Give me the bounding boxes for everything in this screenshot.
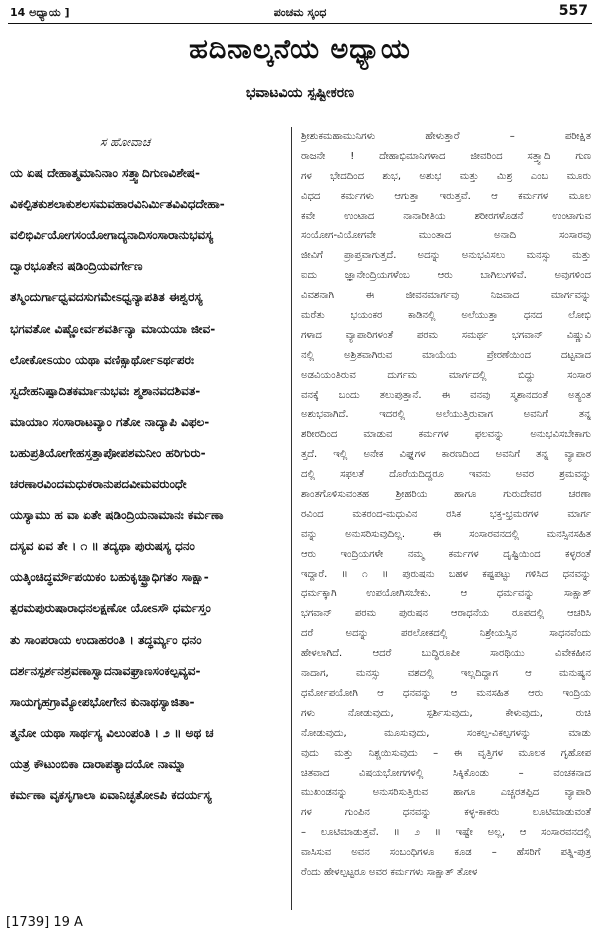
- sanskrit-line: ಯಸ್ಯಾಮು ಹ ವಾ ಏತೇ ಷಡಿಂದ್ರಿಯನಾಮಾನಃ ಕರ್ಮಣಾ: [10, 508, 224, 523]
- translation-line: ಶರೀರದಿಂದ ಮಾಡುವ ಕರ್ಮಗಳ ಫಲವನ್ನು ಅನುಭವಿಸಬೇಕಾಗು: [301, 429, 591, 441]
- sanskrit-line: ಮಾಯಾಂ ಸಂಸಾರಾಟವ್ಯಾಂ ಗತೋ ನಾದ್ಯಾಪಿ ವಿಫಲ-: [10, 414, 210, 429]
- sanskrit-line: ಲೋಕೋಽಯಂ ಯಥಾ ವಣಿಕ್ಸಾರ್ಥೋಽರ್ಥಪರಃ: [10, 352, 194, 367]
- translation-line: ವನ್ನು ಅನುಸರಿಸುವುದಿಲ್ಲ. ಈ ಸಂಸಾರವನದಲ್ಲಿ ಮನಸ್ಸಿನಸಹಿತ: [301, 528, 591, 540]
- translation-line: ವಾಸಿಸುವ ಅವನ ಸಂಬಂಧಿಗಳೂ ಕೂಡ – ಹೆಸರಿಗೆ ಪತ್ನಿ-ಪುತ್ರ: [301, 847, 591, 859]
- running-header-chapter: 14 ಅಧ್ಯಾಯ ]: [10, 6, 70, 19]
- translation-line: ಗಳ ಭೇದದಿಂದ ಶುಭ, ಅಶುಭ ಮತ್ತು ಮಿಶ್ರ ಎಂಬ ಮೂರು: [301, 170, 591, 182]
- translation-line: ವಿವಶನಾಗಿ ಈ ಜೀವನಮಾರ್ಗವು ನಿಜವಾದ ಮಾರ್ಗವನ್ನು: [301, 290, 591, 302]
- translation-line: ಶ್ರೀಶುಕಮಹಾಮುನಿಗಳು ಹೇಳುತ್ತಾರೆ – ಪರೀಕ್ಷಿತ: [301, 131, 591, 142]
- chapter-title: ಹದಿನಾಲ್ಕನೆಯ ಅಧ್ಯಾಯ: [189, 34, 411, 65]
- footer-signature: [1739] 19 A: [6, 915, 83, 930]
- running-header-section: ಪಂಚಮ ಸ್ಕಂಧ: [273, 6, 327, 19]
- translation-line: ರಾಜನೇ ! ದೇಹಾಭಿಮಾನಿಗಳಾದ ಜೀವರಿಂದ ಸತ್ತ್ವಾದಿ ಗುಣ: [301, 150, 591, 162]
- translation-line: ಐದು ಜ್ಞಾನೇಂದ್ರಿಯಗಳೆಂಬ ಆರು ಬಾಗಿಲುಗಳಿವೆ. ಅವುಗಳಿಂದ: [301, 270, 591, 282]
- translation-line: ಅಶುಭವಾಗಿದೆ. ಇದರಲ್ಲಿ ಅಲೆಯುತ್ತಿರುವಾಗ ಅವನಿಗೆ ತನ್ನ: [301, 409, 591, 421]
- sanskrit-line: ಭಗವತೋ ವಿಷ್ಣೋರ್ವಶವರ್ತಿನ್ಯಾ ಮಾಯಯಾ ಜೀವ-: [10, 321, 216, 336]
- sanskrit-line: ತ್ಪರಮಪುರುಷಾರಾಧನಲಕ್ಷಣೋ ಯೋಽಸೌ ಧರ್ಮಸ್ತಂ: [10, 601, 211, 616]
- translation-line: ಆರು ಇಂದ್ರಿಯಗಳೇ ನಮ್ಮ ಕರ್ಮಗಳ ದೃಷ್ಟಿಯಿಂದ ಕಳ್ಳರಂತೆ: [301, 548, 591, 560]
- sanskrit-column: [10, 127, 285, 811]
- column-divider: [291, 127, 292, 910]
- translation-line: ಗಳ ಗುಂಪಿನ ಧನವನ್ನು ಕಳ್ಳ-ಕಾಕರು ಲೂಟಿಮಾಡುವಂತೆ: [301, 807, 591, 819]
- sanskrit-line: ಯತ್ರ ಕೌಟುಂಬಿಕಾ ದಾರಾಪತ್ಯಾದಯೋ ನಾಮ್ನಾ: [10, 756, 186, 771]
- translation-line: ಭಗವಾನ್ ಪರಮ ಪುರುಷನ ಆರಾಧನೆಯ ರೂಪದಲ್ಲಿ ಆಚರಿಸಿ: [301, 608, 591, 620]
- sanskrit-line: ಕರ್ಮಣಾ ವೃಕಸೃಗಾಲಾ ಏವಾನಿಚ್ಛತೋಽಪಿ ಕದರ್ಯಸ್ಯ: [10, 787, 212, 802]
- sanskrit-line: ದರ್ಶನಸ್ಪರ್ಶನಶ್ರವಣಾಸ್ವಾದನಾವಘ್ರಾಣಸಂಕಲ್ಪವ್ಯವ-: [10, 663, 201, 678]
- translation-line: ದರೆ ಅದನ್ನು ಪರಲೋಕದಲ್ಲಿ ನಿಶ್ರೇಯಸ್ಸಿನ ಸಾಧನವೆಂದು: [301, 628, 591, 640]
- sanskrit-line: ದಸ್ಯವ ಏವ ತೇ । ೧ ॥ ತದ್ಯಥಾ ಪುರುಷಸ್ಯ ಧನಂ: [10, 539, 195, 554]
- sanskrit-line: ಬಹುಪ್ರತಿಯೋಗೇಹಸ್ತತ್ತಾಪೋಪಶಮನೀಂ ಹರಿಗುರು-: [10, 445, 206, 460]
- translation-line: ಗಳು ನೋಡುವುದು, ಸ್ಪರ್ಶಿಸುವುದು, ಕೇಳುವುದು, ರುಚಿ: [301, 707, 591, 719]
- sanskrit-line: ದ್ವಾರಭೂತೇನ ಷಡಿಂದ್ರಿಯವರ್ಗೇಣ: [10, 259, 143, 274]
- sanskrit-line: ವಲಿಭಿರ್ವಿಯೋಗಸಂಯೋಗಾದ್ಯನಾದಿಸಂಸಾರಾನುಭವಸ್ಯ: [10, 228, 214, 243]
- header-rule: [8, 23, 592, 24]
- translation-line: ಚಿತವಾದ ವಿಷಯಭೋಗಗಳಲ್ಲಿ ಸಿಕ್ಕಿಕೊಂಡು – ವಂಚಕನಾದ: [301, 767, 591, 779]
- sanskrit-line: ಚರಣಾರವಿಂದಮಧುಕರಾನುಪದವೀಮವರುಂಧೇ: [10, 477, 187, 492]
- translation-line: ವನಕ್ಕೆ ಬಂದು ತಲುಪುತ್ತಾನೆ. ಈ ವನವು ಸ್ಮಶಾನದಂತೆ ಅತ್ಯಂತ: [301, 389, 591, 401]
- sanskrit-line: ಯತ್ಕಿಂಚಿದ್ಧರ್ಮೌಪಯಿಕಂ ಬಹುಕೃಚ್ಛ್ರಾಧಿಗತಂ ಸಾಕ್ಷಾ-: [10, 570, 209, 585]
- translation-line: ಮುಖಂಡನನ್ನು ಅನುಸರಿಸುತ್ತಿರುವ ಹಾಗೂ ಎಚ್ಚರತಪ್ಪಿದ ವ್ಯಾಪಾರಿ: [301, 787, 591, 799]
- sanskrit-line: ತ್ಮನೋ ಯಥಾ ಸಾರ್ಥಸ್ಯ ವಿಲುಂಪಂತಿ । ೨ ॥ ಅಥ ಚ: [10, 725, 214, 740]
- sanskrit-line: ತು ಸಾಂಪರಾಯ ಉದಾಹರಂತಿ । ತದ್ಧರ್ಮ್ಯಂ ಧನಂ: [10, 632, 202, 647]
- sanskrit-line: ಸ್ವದೇಹನಿಷ್ಪಾದಿತಕರ್ಮಾನುಭವಃ ಶ್ಮಶಾನವದಶಿವತ-: [10, 383, 201, 398]
- translation-line: ನಲ್ಲಿ ಅಶ್ರಿತವಾಗಿರುವ ಮಾಯೆಯ ಪ್ರೇರಣೆಯಿಂದ ದಟ್ಟವಾದ: [301, 349, 591, 361]
- translation-column: [301, 127, 591, 883]
- translation-line: ಶಾಂತಗೊಳಿಸುವಂತಹ ಶ್ರೀಹರಿಯ ಹಾಗೂ ಗುರುದೇವರ ಚರಣಾ: [301, 489, 591, 501]
- translation-line: ಮರೆತು ಭಯಂಕರ ಕಾಡಿನಲ್ಲಿ ಅಲೆಯುತ್ತಾ ಧನದ ಲೋಭಿ: [301, 310, 591, 322]
- sanskrit-line: ತಸ್ಮಿಂದುರ್ಗಾಧ್ವವದಸುಗಮೇಽಧ್ವನ್ಯಾಪತಿತ ಈಶ್ವರಸ್ಯ: [10, 290, 203, 305]
- translation-line: ಇದ್ದಾರೆ. ॥ ೧ ॥ ಪುರುಷನು ಬಹಳ ಕಷ್ಟಪಟ್ಟು ಗಳಿಸಿದ ಧನವನ್ನು: [301, 568, 591, 580]
- translation-line: ಕವೇ ಉಂಟಾದ ನಾನಾರೀತಿಯ ಶರೀರಗಳೊಡನೆ ಉಂಟಾಗುವ: [301, 210, 591, 222]
- translation-line: ಅಡವಿಯಂತಿರುವ ದುರ್ಗಮ ಮಾರ್ಗದಲ್ಲಿ ಬಿದ್ದು ಸಂಸಾರ: [301, 369, 591, 381]
- translation-line: ಹೇಳಲಾಗಿದೆ. ಆದರೆ ಬುದ್ಧಿರೂಪೀ ಸಾರಥಿಯು ವಿವೇಕಹೀನ: [301, 648, 591, 660]
- translation-line: ನಾದಾಗ, ಮನಸ್ಸು ವಶದಲ್ಲಿ ಇಲ್ಲದಿದ್ದಾಗ ಆ ಮನುಷ್ಯನ: [301, 668, 591, 680]
- translation-line: ವಿಧದ ಕರ್ಮಗಳು ಆಗುತ್ತಾ ಇರುತ್ತವೆ. ಆ ಕರ್ಮಗಳ ಮೂಲ: [301, 190, 591, 202]
- sanskrit-line: ವಿಕಲ್ಪಿತಕುಶಲಾಕುಶಲಸಮವಹಾರವಿನಿರ್ಮಿತವಿವಿಧದೇಹಾ-: [10, 197, 225, 212]
- translation-line: ರೆಂದು ಹೇಳಲ್ಪಟ್ಟರೂ ಅವರ ಕರ್ಮಗಳು ಸಾಕ್ಷಾತ್ ತೋಳ: [301, 866, 478, 878]
- page-number: 557: [558, 3, 588, 19]
- translation-line: ವುದು ಮತ್ತು ನಿಶ್ಚಯಿಸುವುದು – ಈ ವೃತ್ತಿಗಳ ಮೂಲಕ ಗೃಹೋಪ: [301, 747, 591, 759]
- speaker-line: ಸ ಹೋವಾಚ: [100, 135, 151, 149]
- translation-line: ದಲ್ಲಿ ಸಫಲತೆ ದೊರೆಯದಿದ್ದರೂ ಇವನು ಅವರ ಶ್ರಮವನ್ನು: [301, 469, 591, 481]
- translation-line: ಧರ್ಮಕ್ಕಾಗಿ ಉಪಯೋಗಿಸಬೇಕು. ಆ ಧರ್ಮವನ್ನು ಸಾಕ್ಷಾತ್: [301, 588, 591, 600]
- translation-line: – ಲೂಟಿಮಾಡುತ್ತವೆ. ॥ ೨ ॥ ಇಷ್ಟೇ ಅಲ್ಲ, ಆ ಸಂಸಾರವನದಲ್ಲಿ: [301, 827, 591, 839]
- translation-line: ಸಂಯೋಗ-ವಿಯೋಗವೇ ಮುಂತಾದ ಅನಾದಿ ಸಂಸಾರವು: [301, 230, 591, 242]
- sanskrit-line: ಸಾಯಗೃಹಗ್ರಾಮ್ಯೋಪಭೋಗೇನ ಕುನಾಥಸ್ಯಾಜಿತಾ-: [10, 694, 195, 709]
- chapter-subtitle: ಭವಾಟವಿಯ ಸ್ಪಷ್ಟೀಕರಣ: [245, 85, 355, 101]
- translation-line: ಜೀವಿಗೆ ಪ್ರಾಪ್ತವಾಗುತ್ತದೆ. ಅದನ್ನು ಅನುಭವಿಸಲು ಮನಸ್ಸು ಮತ್ತು: [301, 250, 591, 262]
- sanskrit-line: ಯ ಏಷ ದೇಹಾತ್ಮಮಾನಿನಾಂ ಸತ್ತ್ವಾದಿಗುಣವಿಶೇಷ-: [10, 166, 200, 181]
- translation-line: ರವಿಂದ ಮಕರಂದ-ಮಧುವಿನ ರಸಿಕ ಭಕ್ತ-ಭ್ರಮರಗಳ ಮಾರ್ಗ: [301, 508, 591, 520]
- translation-line: ತ್ತದೆ. ಇಲ್ಲಿ ಅನೇಕ ವಿಘ್ನಗಳ ಕಾರಣದಿಂದ ಅವನಿಗೆ ತನ್ನ ವ್ಯಾಪಾರ: [301, 449, 591, 461]
- translation-line: ನೋಡುವುದು, ಮೂಸುವುದು, ಸಂಕಲ್ಪ-ವಿಕಲ್ಪಗಳನ್ನು ಮಾಡು: [301, 727, 591, 739]
- translation-line: ಗಳಾದ ವ್ಯಾಪಾರಿಗಳಂತೆ ಪರಮ ಸಮರ್ಥ ಭಗವಾನ್ ವಿಷ್ಣುವಿ: [301, 329, 591, 341]
- translation-line: ಧರ್ಮೋಪಯೋಗಿ ಆ ಧನವನ್ನು ಆ ಮನಸಹಿತ ಆರು ಇಂದ್ರಿಯ: [301, 687, 591, 699]
